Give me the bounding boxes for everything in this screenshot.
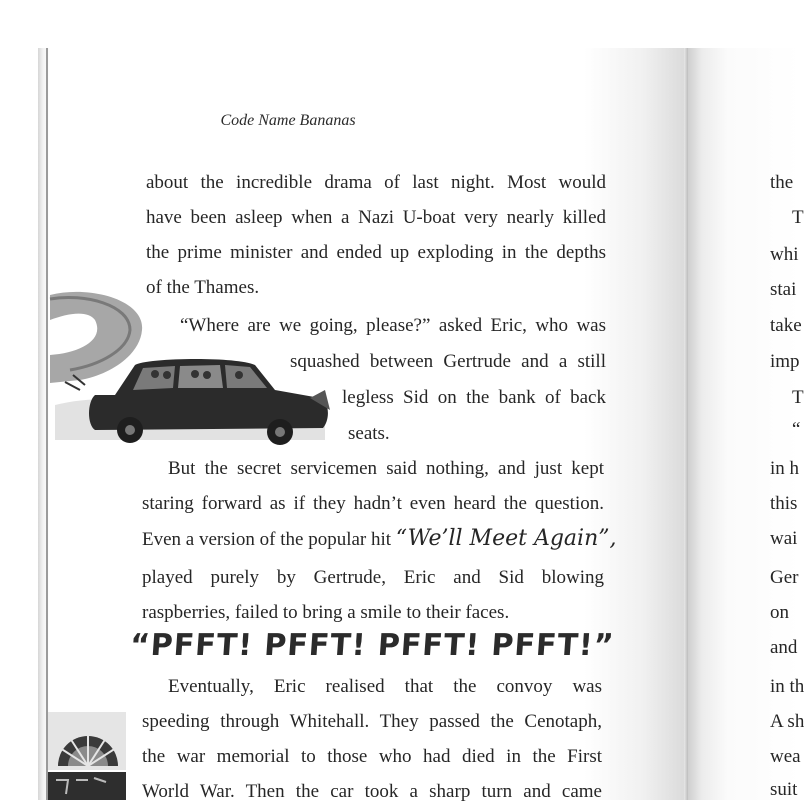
body-line: speeding through Whitehall. They passed the Cenotaph,: [142, 711, 602, 732]
body-line: staring forward as if they hadn’t even heard the question.: [142, 493, 604, 514]
right-page-line: T: [792, 387, 804, 408]
right-page-line: Ger: [770, 567, 799, 588]
right-page-line: stai: [770, 279, 797, 300]
right-page-line: wai: [770, 528, 798, 549]
body-line: Eventually, Eric realised that the convoy was: [168, 676, 602, 697]
right-page-line: on: [770, 602, 789, 623]
right-page-line: in th: [770, 676, 804, 697]
body-line: seats.: [348, 423, 390, 444]
right-page-line: A sh: [770, 711, 804, 732]
right-page-line: take: [770, 315, 802, 336]
right-page-line: suit: [770, 779, 798, 800]
right-page-line: imp: [770, 351, 800, 372]
right-page-line: and: [770, 637, 798, 658]
body-line: raspberries, failed to bring a smile to their faces.: [142, 602, 510, 623]
sound-effect: “PFFT! PFFT! PFFT! PFFT!”: [128, 628, 616, 663]
right-page-line: this: [770, 493, 798, 514]
body-line: squashed between Gertrude and a still: [290, 351, 606, 372]
right-page-line: the: [770, 172, 794, 193]
song-title: “We’ll Meet Again”,: [395, 526, 617, 551]
body-line: [142, 527, 616, 552]
cenotaph-illustration: [48, 708, 128, 800]
right-page-line: T: [792, 207, 804, 228]
body-line: of the Thames.: [146, 277, 260, 298]
body-line: have been asleep when a Nazi U-boat very nearly killed: [146, 207, 606, 228]
right-page-line: in h: [770, 458, 800, 479]
body-line: about the incredible drama of last night. Most would: [146, 172, 606, 193]
body-line: World War. Then the car took a sharp turn and came: [142, 781, 602, 802]
page-edge: [46, 48, 48, 800]
body-line: legless Sid on the bank of back: [342, 387, 606, 408]
right-page-line: wea: [770, 746, 801, 767]
body-line: the prime minister and ended up exploding in the depths: [146, 242, 606, 263]
running-title: Code Name Bananas: [220, 112, 356, 129]
right-page-line: “: [792, 419, 801, 440]
body-line: the war memorial to those who had died in the First: [142, 746, 602, 767]
body-line: played purely by Gertrude, Eric and Sid blowing: [142, 567, 604, 588]
right-page-line: whi: [770, 244, 799, 265]
body-line-text: Even a version of the popular hit: [142, 529, 392, 550]
body-line: But the secret servicemen said nothing, and just kept: [168, 458, 604, 479]
body-line: “Where are we going, please?” asked Eric, who was: [180, 315, 606, 336]
